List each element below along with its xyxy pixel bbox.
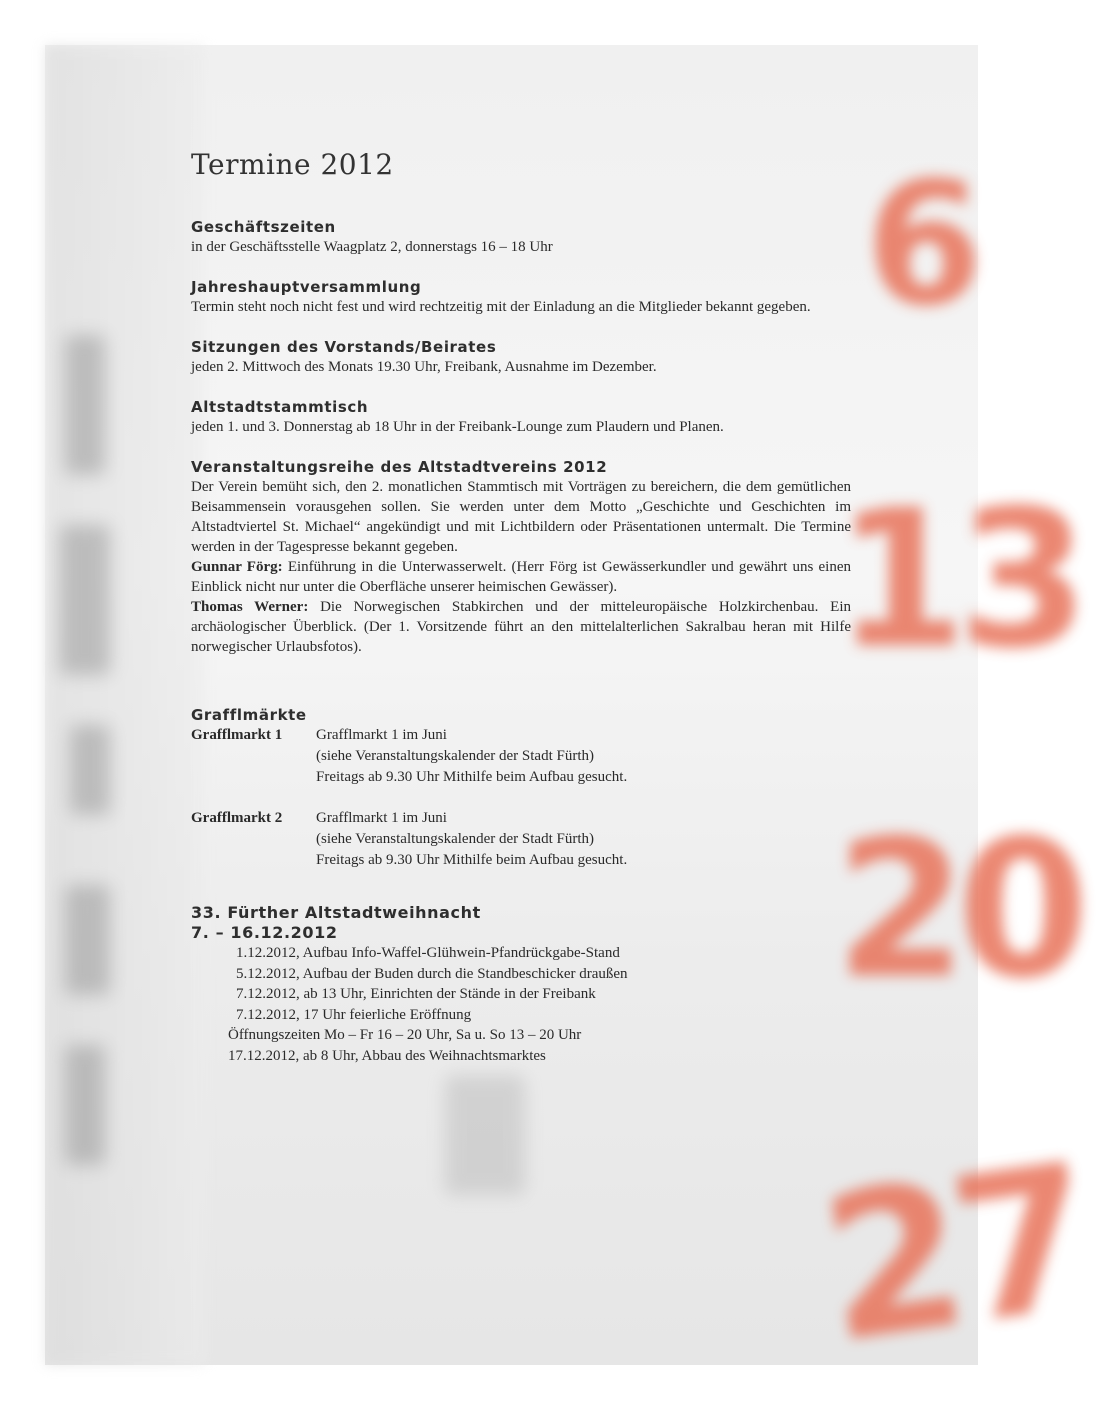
section-geschaeftszeiten xyxy=(191,217,851,257)
section-heading: Jahreshauptversammlung xyxy=(191,278,422,296)
section-heading: Veranstaltungsreihe des Altstadtvereins 2012 xyxy=(191,458,608,476)
section-text: jeden 1. und 3. Donnerstag ab 18 Uhr in der Freibank-Lounge zum Plaudern und Planen. xyxy=(191,419,724,435)
section-heading: Grafflmärkte xyxy=(191,706,307,724)
detail-line: Freitags ab 9.30 Uhr Mithilfe beim Aufbau gesucht. xyxy=(316,769,628,785)
blurred-shape xyxy=(445,1075,525,1195)
grafflmarkt-details xyxy=(316,808,627,871)
talk-text: Die Norwegischen Stabkirchen und der mitteleuropäische Holzkirchenbau. Ein archäologischer Überblick. (Der 1. Vorsitzende führt an den mittelalterlichen Sakralbau heran mit Hilfe norwegischer Urlaubsfotos). xyxy=(191,599,851,655)
talk-text: Einführung in die Unterwasserwelt. (Herr Förg ist Gewässerkundler und gewährt uns einen Einblick nicht nur unter die Oberfläche unserer heimischen Gewässer). xyxy=(191,559,851,595)
detail-line: Grafflmarkt 1 im Juni xyxy=(316,727,447,743)
talk-speaker: Thomas Werner: xyxy=(191,599,309,615)
section-heading: Geschäftszeiten xyxy=(191,218,336,236)
calendar-number-20: 20 xyxy=(835,799,1080,1020)
talk-item xyxy=(191,597,851,657)
talk-item xyxy=(191,557,851,597)
blurred-shape xyxy=(65,335,105,475)
detail-line: Grafflmarkt 1 im Juni xyxy=(316,810,447,826)
section-text: Termin steht noch nicht fest und wird rechtzeitig mit der Einladung an die Mitglieder bekannt gegeben. xyxy=(191,299,811,315)
section-heading: Sitzungen des Vorstands/Beirates xyxy=(191,338,497,356)
detail-line: Freitags ab 9.30 Uhr Mithilfe beim Aufbau gesucht. xyxy=(316,852,628,868)
talk-speaker: Gunnar Förg: xyxy=(191,559,283,575)
weihnacht-schedule xyxy=(191,943,851,1066)
schedule-line: 5.12.2012, Aufbau der Buden durch die Standbeschicker draußen xyxy=(236,965,628,982)
page-title: Termine 2012 xyxy=(191,148,394,181)
blurred-shape xyxy=(65,885,110,995)
blurred-shape xyxy=(60,525,110,675)
schedule-line: Öffnungszeiten Mo – Fr 16 – 20 Uhr, Sa u. So 13 – 20 Uhr xyxy=(228,1027,582,1043)
section-grafflmaerkte xyxy=(191,705,851,871)
grafflmarkt-entry xyxy=(191,725,851,788)
grafflmarkt-label: Grafflmarkt 1 xyxy=(191,727,283,743)
grafflmarkt-entry xyxy=(191,808,851,871)
document-content xyxy=(191,148,851,1086)
section-heading: 33. Fürther Altstadtweihnacht xyxy=(191,903,481,922)
blurred-calendar-left xyxy=(45,45,205,1365)
blurred-shape xyxy=(65,1045,105,1165)
schedule-line: 7.12.2012, ab 13 Uhr, Einrichten der Stände in der Freibank xyxy=(236,986,596,1002)
section-stammtisch xyxy=(191,397,851,437)
schedule-line: 7.12.2012, 17 Uhr feierliche Eröffnung xyxy=(236,1006,472,1023)
detail-line: (siehe Veranstaltungskalender der Stadt Fürth) xyxy=(316,748,594,764)
section-text: in der Geschäftsstelle Waagplatz 2, donnerstags 16 – 18 Uhr xyxy=(191,239,553,255)
section-jahreshauptversammlung xyxy=(191,277,851,317)
section-veranstaltungsreihe xyxy=(191,457,851,657)
detail-line: (siehe Veranstaltungskalender der Stadt Fürth) xyxy=(316,831,594,847)
grafflmarkt-label: Grafflmarkt 2 xyxy=(191,810,283,826)
grafflmarkt-details xyxy=(316,725,627,788)
section-sitzungen xyxy=(191,337,851,377)
blurred-shape xyxy=(70,725,110,815)
section-heading: Altstadtstammtisch xyxy=(191,398,369,416)
schedule-line: 1.12.2012, Aufbau Info-Waffel-Glühwein-Pfandrückgabe-Stand xyxy=(236,945,620,961)
weihnacht-dates: 7. – 16.12.2012 xyxy=(191,923,338,942)
schedule-line: 17.12.2012, ab 8 Uhr, Abbau des Weihnachtsmarktes xyxy=(228,1047,546,1064)
section-text: jeden 2. Mittwoch des Monats 19.30 Uhr, Freibank, Ausnahme im Dezember. xyxy=(191,359,657,375)
calendar-number-6: 6 xyxy=(865,146,984,344)
reihe-intro: Der Verein bemüht sich, den 2. monatlichen Stammtisch mit Vorträgen zu bereichern, die dem gemütlichen Beisammensein vorausgehen sollen. Sie werden unter dem Motto „Geschichte und Geschichten im Altstadtviertel St. Michael“ angekündigt und mit Lichtbildern oder Präsentationen untermalt. Die Termine werden in der Tagespresse bekannt gegeben. xyxy=(191,479,851,555)
calendar-number-27: 27 xyxy=(809,1121,1098,1388)
calendar-number-13: 13 xyxy=(835,469,1080,690)
section-altstadtweihnacht xyxy=(191,903,851,1066)
